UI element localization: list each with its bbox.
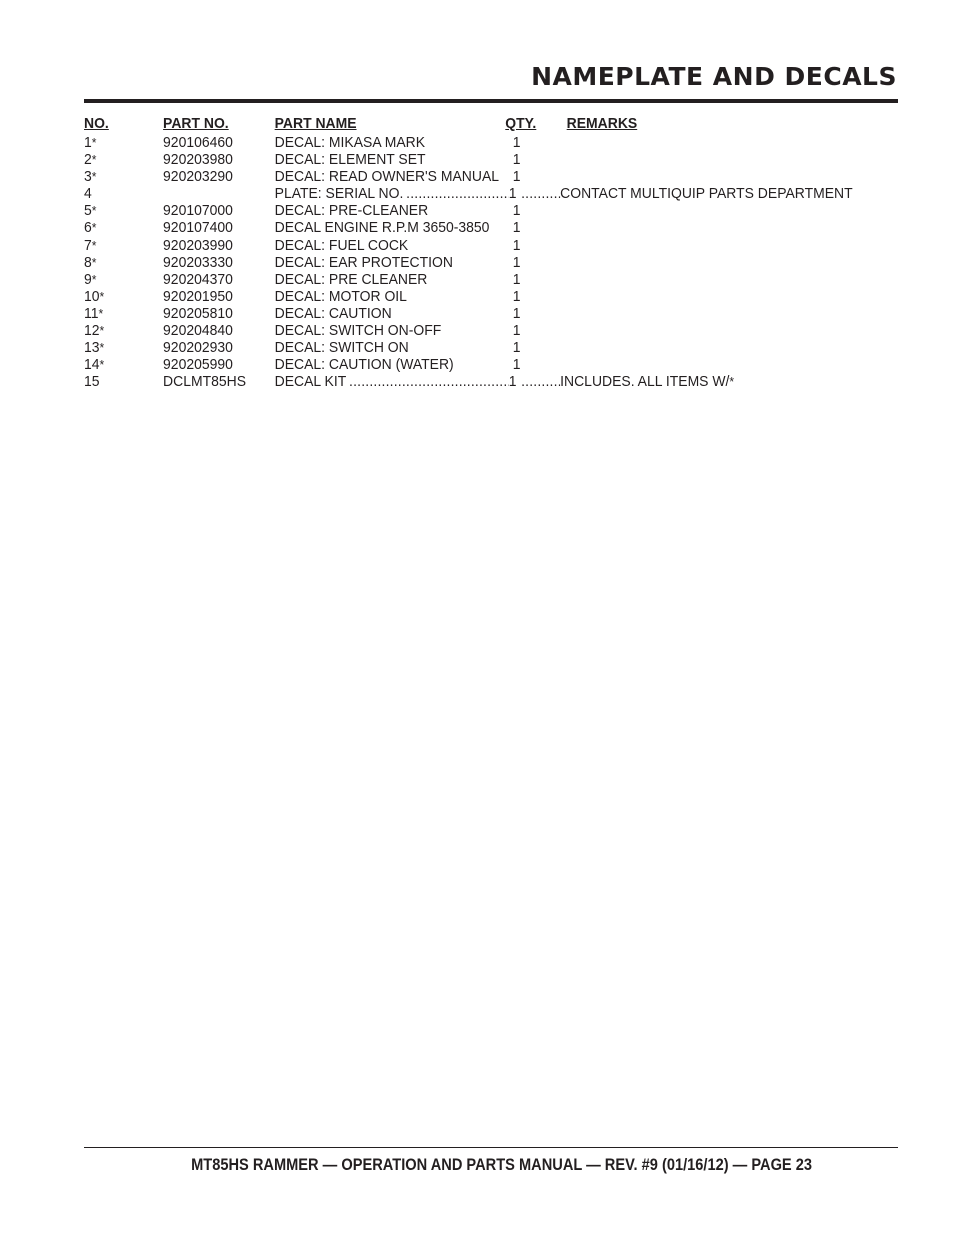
item-number <box>84 134 96 151</box>
item-number-value: 5 <box>84 202 92 220</box>
item-number <box>84 185 92 202</box>
quantity: 1 <box>512 219 521 237</box>
quantity: 1 <box>512 151 521 169</box>
item-number-value: 7 <box>84 236 92 254</box>
remarks: CONTACT MULTIQUIP PARTS DEPARTMENT <box>560 185 853 203</box>
item-number-value: 10 <box>84 287 100 305</box>
table-row <box>84 151 841 168</box>
star-marker: * <box>99 357 105 373</box>
remarks: INCLUDES. ALL ITEMS W/ <box>560 373 730 391</box>
part-number: 920205810 <box>163 304 233 322</box>
table-row <box>84 322 841 339</box>
star-marker: * <box>91 220 97 236</box>
part-name: DECAL: FUEL COCK <box>274 236 409 254</box>
table-header <box>84 115 841 133</box>
star-marker: * <box>99 323 105 339</box>
part-number: 920204370 <box>163 270 233 288</box>
remarks-cell <box>521 373 734 390</box>
star-marker: * <box>98 305 104 321</box>
item-number <box>84 322 104 339</box>
item-number-value: 11 <box>84 304 99 322</box>
quantity: 1 <box>512 202 521 220</box>
star-marker: * <box>91 135 97 150</box>
part-name: DECAL: EAR PROTECTION <box>274 253 453 271</box>
part-name: DECAL: READ OWNER'S MANUAL <box>274 168 500 186</box>
part-number: 920203330 <box>163 253 233 271</box>
part-name: DECAL: SWITCH ON <box>274 339 409 357</box>
quantity: 1 <box>512 339 521 357</box>
part-number: 920107400 <box>163 219 233 237</box>
item-number <box>84 271 96 288</box>
part-number: 920205990 <box>163 356 233 374</box>
table-row <box>84 271 841 288</box>
star-marker: * <box>91 237 97 253</box>
dot-leader <box>521 373 560 390</box>
quantity: 1 <box>512 134 521 151</box>
part-name: DECAL: CAUTION <box>274 304 392 322</box>
page-title: NAMEPLATE AND DECALS <box>531 62 897 91</box>
item-number <box>84 168 96 185</box>
item-number-value: 2 <box>84 151 92 169</box>
item-number <box>84 202 96 219</box>
item-number-value: 14 <box>84 356 100 374</box>
header-part-name: PART NAME <box>274 115 357 132</box>
star-marker: * <box>91 271 97 287</box>
part-number: 920202930 <box>163 339 233 357</box>
part-number: 920203980 <box>163 151 233 169</box>
item-number-value: 4 <box>84 185 92 203</box>
table-row <box>84 185 853 203</box>
star-marker: * <box>91 152 97 168</box>
part-number: 920203990 <box>163 236 233 254</box>
quantity: 1 <box>512 270 521 288</box>
header-no: NO. <box>84 115 109 132</box>
part-name: DECAL: MOTOR OIL <box>274 287 407 305</box>
item-number <box>84 339 104 356</box>
table-row <box>84 168 841 185</box>
quantity: 1 <box>512 253 521 271</box>
item-number <box>84 254 96 271</box>
part-name: PLATE: SERIAL NO. <box>274 185 404 203</box>
star-marker: * <box>91 169 97 185</box>
part-name: DECAL: SWITCH ON-OFF <box>274 322 442 340</box>
item-number-value: 8 <box>84 253 92 271</box>
footer-divider <box>84 1147 898 1148</box>
quantity: 1 <box>512 287 521 305</box>
remarks-cell <box>521 185 853 202</box>
table-row <box>84 288 841 305</box>
item-number-value: 15 <box>84 373 100 391</box>
item-number <box>84 237 96 254</box>
table-row <box>84 339 841 356</box>
part-number: 920203290 <box>163 168 233 186</box>
dot-leader <box>349 373 509 390</box>
page-footer: MT85HS RAMMER — OPERATION AND PARTS MANUAL — REV. #9 (01/16/12) — PAGE 23 <box>191 1155 812 1174</box>
dot-leader <box>521 185 560 202</box>
item-number <box>84 219 96 236</box>
table-row <box>84 202 841 219</box>
item-number-value: 1 <box>84 134 92 151</box>
part-name: DECAL KIT <box>274 373 347 391</box>
item-number-value: 3 <box>84 168 92 186</box>
table-row <box>84 219 841 236</box>
part-name: DECAL: CAUTION (WATER) <box>274 356 454 374</box>
header-remarks: REMARKS <box>566 115 638 132</box>
star-marker: * <box>91 203 97 219</box>
part-name: DECAL: ELEMENT SET <box>274 151 426 169</box>
part-name: DECAL: PRE CLEANER <box>274 270 428 288</box>
part-number: 920106460 <box>163 134 233 151</box>
table-row <box>84 373 841 390</box>
part-name: DECAL: PRE-CLEANER <box>274 202 429 220</box>
item-number-value: 9 <box>84 270 92 288</box>
title-divider <box>84 99 898 103</box>
quantity: 1 <box>508 373 517 391</box>
table-row <box>84 237 841 254</box>
star-marker: * <box>99 288 105 304</box>
dot-leader <box>406 185 509 202</box>
table-row <box>84 305 841 322</box>
quantity: 1 <box>508 185 517 203</box>
quantity: 1 <box>512 304 521 322</box>
part-name: DECAL: MIKASA MARK <box>274 134 426 151</box>
item-number <box>84 356 104 373</box>
item-number-value: 6 <box>84 219 92 237</box>
part-number: 920201950 <box>163 287 233 305</box>
part-name-cell <box>275 373 517 390</box>
item-number <box>84 288 104 305</box>
quantity: 1 <box>512 236 521 254</box>
quantity: 1 <box>512 322 521 340</box>
table-row <box>84 254 841 271</box>
quantity: 1 <box>512 356 521 374</box>
item-number <box>84 151 96 168</box>
part-name-cell <box>275 185 517 202</box>
item-number <box>84 373 100 390</box>
header-qty: QTY. <box>505 115 537 132</box>
star-marker: * <box>99 340 105 356</box>
header-part-no: PART NO. <box>163 115 229 132</box>
star-marker: * <box>729 374 735 390</box>
part-number: 920107000 <box>163 202 233 220</box>
item-number-value: 13 <box>84 339 100 357</box>
item-number <box>84 305 103 322</box>
parts-table <box>84 115 853 391</box>
star-marker: * <box>91 254 97 270</box>
quantity: 1 <box>512 168 521 186</box>
item-number-value: 12 <box>84 322 100 340</box>
part-number: 920204840 <box>163 322 233 340</box>
table-body <box>84 134 853 391</box>
table-row <box>84 356 841 373</box>
table-row <box>84 134 841 151</box>
part-number: DCLMT85HS <box>163 373 246 391</box>
part-name: DECAL ENGINE R.P.M 3650-3850 <box>274 219 490 237</box>
